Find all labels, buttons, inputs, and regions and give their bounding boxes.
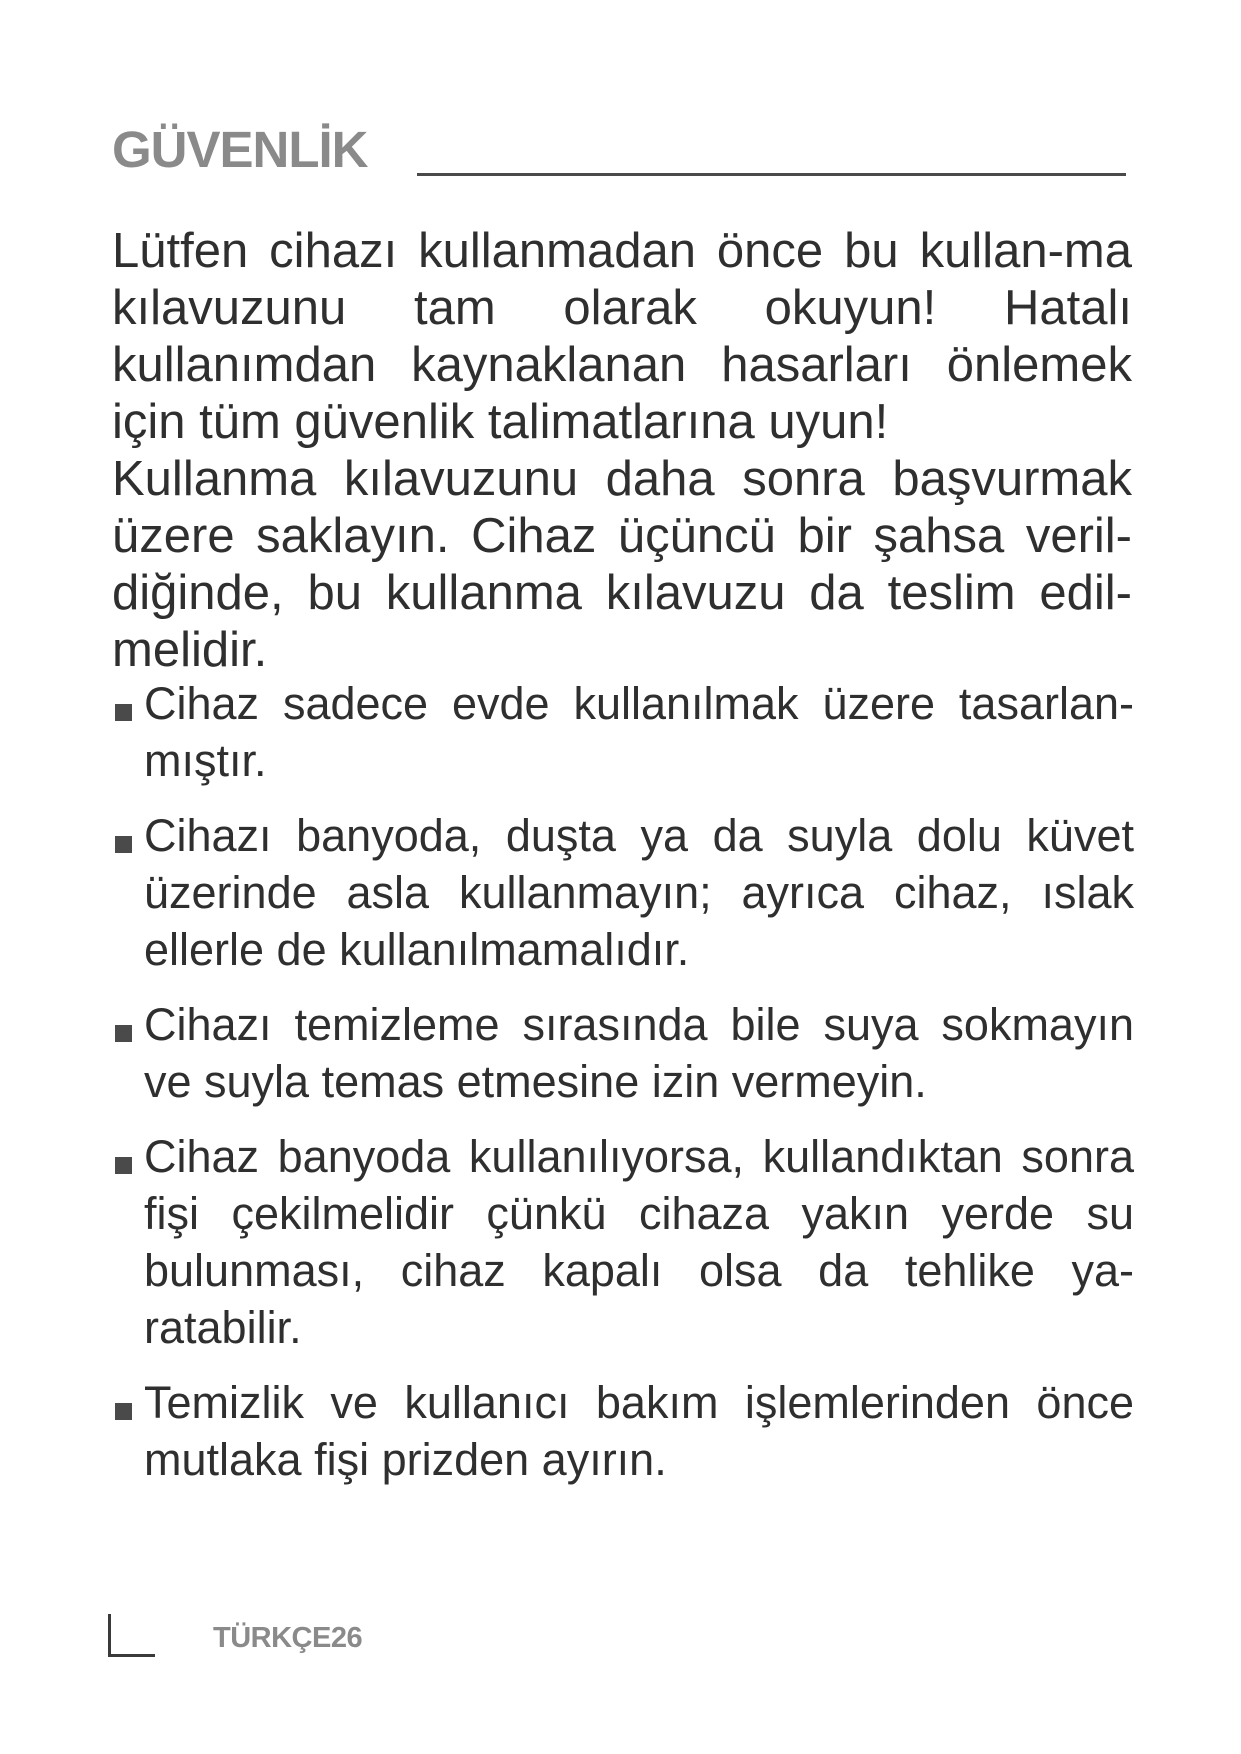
list-item-text: Temizlik ve kullanıcı bakım işlemlerinden önce mutlaka fişi prizden ayırın. — [144, 1377, 1134, 1485]
list-item — [112, 807, 1134, 978]
list-item-text: Cihaz banyoda kullanılıyorsa, kullandıktan sonra fişi çekilmelidir çünkü cihaza yakın yerde su bulunması, cihaz kapalı olsa da tehlike ya-ratabilir. — [144, 1131, 1134, 1353]
square-bullet-icon — [115, 1157, 132, 1174]
page-footer-label: TÜRKÇE26 — [213, 1622, 363, 1654]
square-bullet-icon — [115, 1025, 132, 1042]
intro-paragraph: Lütfen cihazı kullanmadan önce bu kullan-ma kılavuzunu tam olarak okuyun! Hatalı kullanımdan kaynaklanan hasarları önlemek için tüm güvenlik talimatlarına uyun! — [112, 224, 1132, 449]
corner-mark-icon — [108, 1614, 155, 1657]
list-item — [112, 1374, 1134, 1488]
square-bullet-icon — [115, 836, 132, 853]
safety-list — [112, 675, 1134, 1488]
section-header — [112, 118, 1132, 182]
intro-text — [112, 223, 1132, 679]
square-bullet-icon — [115, 1403, 132, 1420]
list-item-text: Cihazı temizleme sırasında bile suya sokmayın ve suyla temas etmesine izin vermeyin. — [144, 999, 1134, 1107]
intro-paragraph: Kullanma kılavuzunu daha sonra başvurmak üzere saklayın. Cihaz üçüncü bir şahsa veril-diğinde, bu kullanma kılavuzu da teslim edil-melidir. — [112, 452, 1132, 677]
section-title: GÜVENLİK — [112, 121, 368, 178]
list-item — [112, 1128, 1134, 1356]
list-item-text: Cihazı banyoda, duşta ya da suyla dolu küvet üzerinde asla kullanmayın; ayrıca cihaz, ıslak ellerle de kullanılmamalıdır. — [144, 810, 1134, 975]
title-rule — [417, 173, 1126, 176]
square-bullet-icon — [115, 704, 132, 721]
list-item — [112, 675, 1134, 789]
list-item — [112, 996, 1134, 1110]
list-item-text: Cihaz sadece evde kullanılmak üzere tasarlan-mıştır. — [144, 678, 1134, 786]
